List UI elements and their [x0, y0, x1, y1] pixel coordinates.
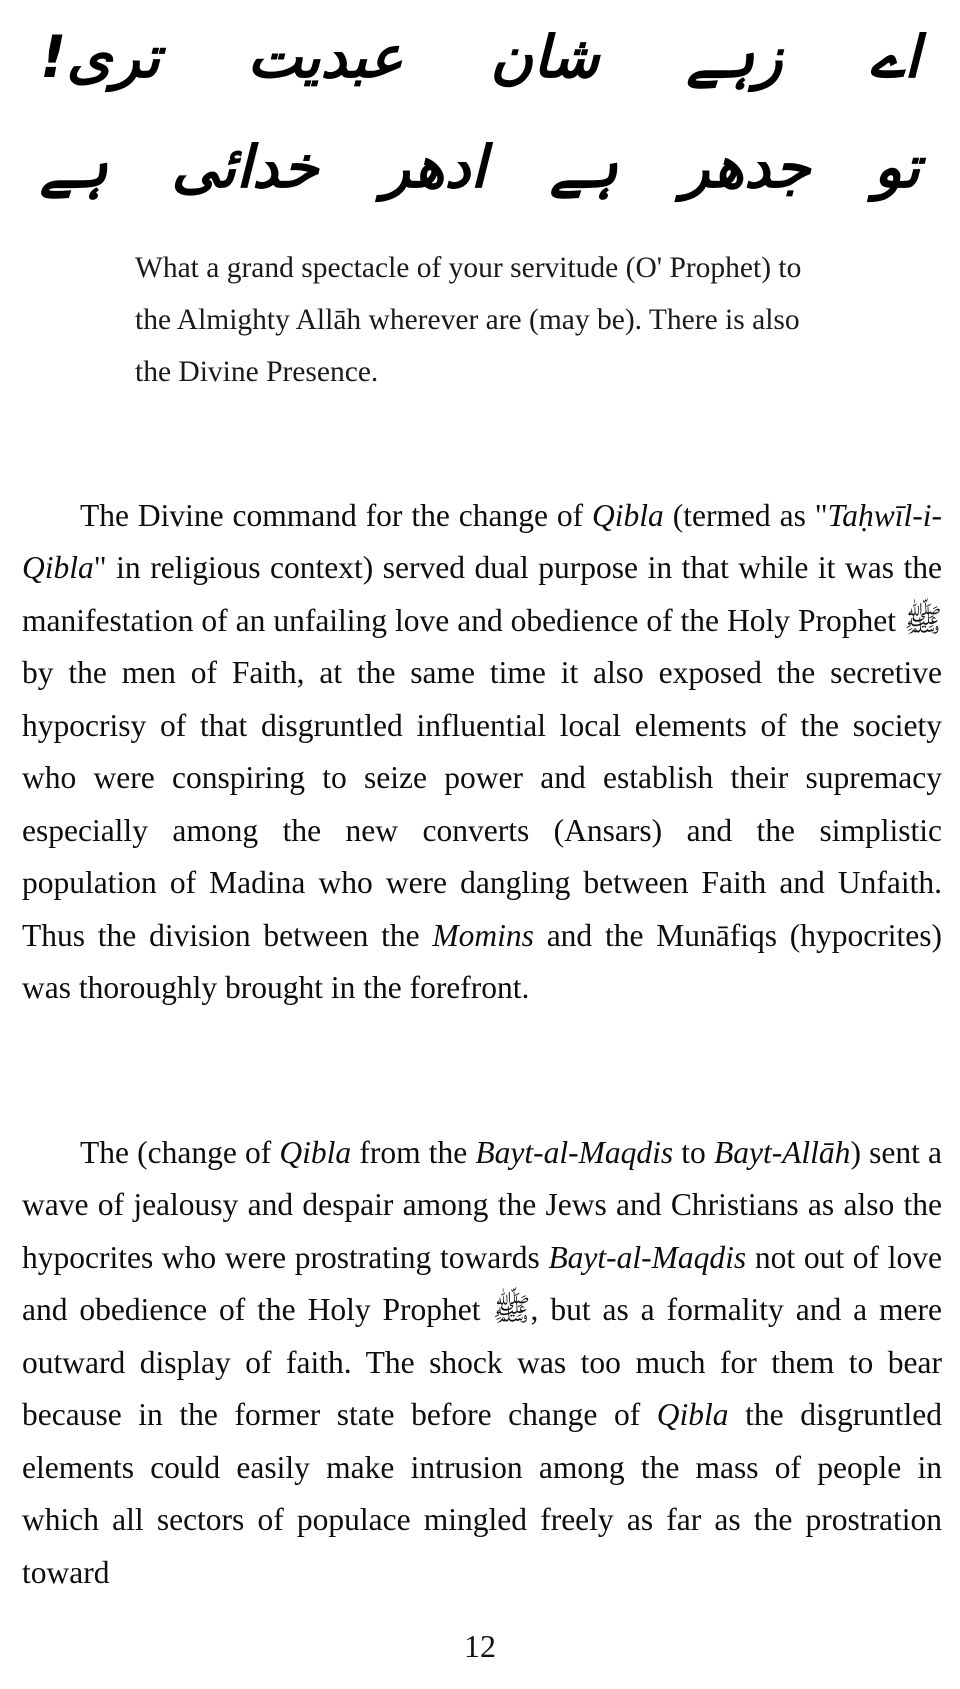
italic-term: Momins — [432, 917, 534, 953]
body-paragraph-2 — [22, 1127, 942, 1600]
urdu-word: شان — [490, 23, 600, 91]
italic-term: Bayt-al-Maqdis — [475, 1134, 674, 1170]
urdu-word: اے — [869, 23, 920, 91]
italic-term: Bayt-Allāh — [713, 1134, 851, 1170]
italic-term: Qibla — [592, 497, 664, 533]
italic-term: Taḥwīl-i-Qibla — [22, 497, 942, 585]
urdu-word: تری! — [40, 23, 160, 91]
urdu-word: ادھر — [381, 133, 487, 201]
text-run: from the — [351, 1134, 476, 1170]
italic-term: Qibla — [656, 1397, 729, 1432]
page-number: 12 — [464, 1628, 496, 1664]
verse-translation: What a grand spectacle of your servitude (O' Prophet) to the Almighty Allāh wherever are (may be). There is also the Divine Presence. — [135, 252, 802, 388]
urdu-verse-line-2 — [40, 133, 920, 201]
urdu-word: خدائی — [171, 133, 319, 201]
urdu-word: عبدیت — [247, 23, 403, 91]
text-run: the disgruntled elements could easily make intrusion among the mass of people in which all sectors of populace mingled freely as far as the prostration toward — [22, 1397, 942, 1590]
text-run: not out of love and obedience of the Holy Prophet ﷺ, but as a formality and a mere outward display of faith. The shock was too much for them to bear because in the former state before change of — [22, 1239, 943, 1432]
body-paragraph-1 — [22, 490, 942, 1015]
text-run: and the Munāfiqs (hypocrites) was thoroughly brought in the forefront. — [22, 917, 942, 1005]
urdu-word: زہے — [686, 23, 783, 91]
urdu-word: تو — [873, 133, 920, 201]
urdu-verse-line-1 — [40, 23, 920, 91]
italic-term: Qibla — [279, 1134, 352, 1170]
text-run: (termed as " — [663, 497, 828, 533]
text-run: The (change of — [80, 1134, 280, 1170]
urdu-word: جدھر — [681, 133, 811, 201]
text-run: The Divine command for the change of — [80, 497, 593, 533]
text-run: ) sent a wave of jealousy and despair among the Jews and Christians as also the hypocrites who were prostrating towards — [22, 1134, 942, 1275]
urdu-word: ہے — [550, 133, 618, 201]
text-run: to — [673, 1134, 714, 1170]
urdu-word: ہے — [40, 133, 109, 201]
text-run: " in religious context) served dual purpose in that while it was the manifestation of an unfailing love and obedience of the Holy Prophet ﷺ by the men of Faith, at the same time it also exposed the secretive hypocrisy of that disgruntled influential local elements of the society who were conspiring to seize power and establish their supremacy especially among the new converts (Ansars) and the simplistic population of Madina who were dangling between Faith and Unfaith. Thus the division between the — [22, 550, 942, 953]
italic-term: Bayt-al-Maqdis — [548, 1239, 747, 1275]
